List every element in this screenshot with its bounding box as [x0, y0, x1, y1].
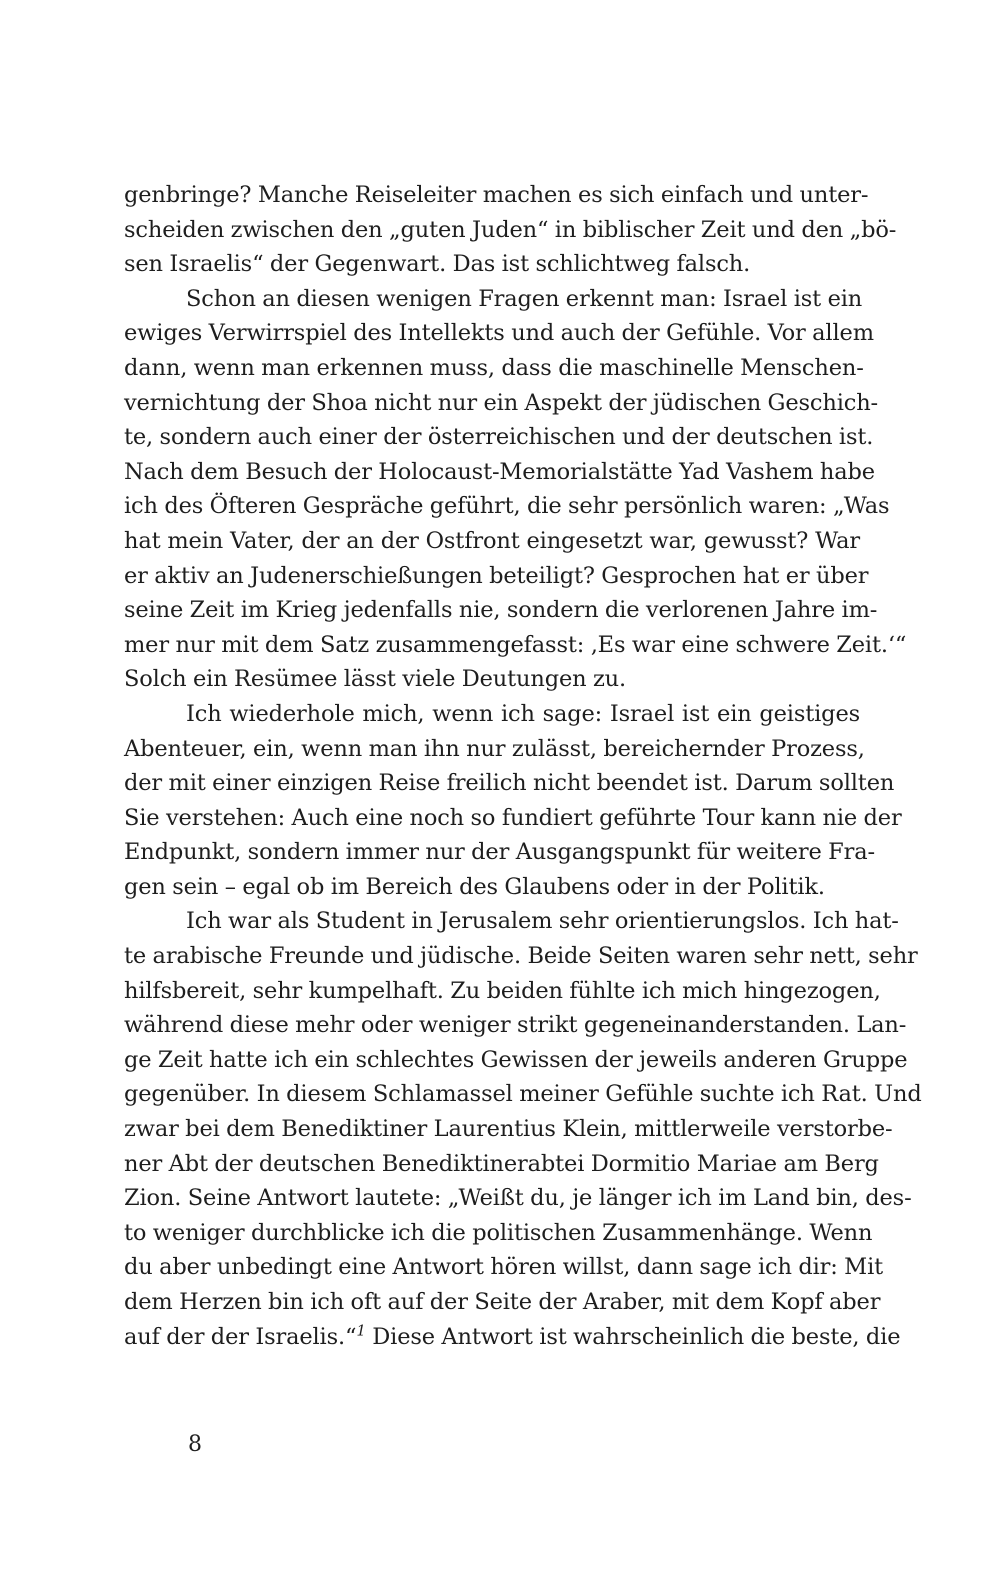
text-line: dem Herzen bin ich oft auf der Seite der Araber, mit dem Kopf aber: [124, 1289, 881, 1315]
text-line: Ich wiederhole mich, wenn ich sage: Israel ist ein geistiges: [186, 700, 860, 727]
text-fragment: auf der der Israelis.“: [124, 1323, 357, 1350]
text-line: ge Zeit hatte ich ein schlechtes Gewissen der jeweils anderen Gruppe: [124, 1046, 908, 1073]
text-line: gegenüber. In diesem Schlamassel meiner Gefühle suchte ich Rat. Und: [124, 1081, 922, 1108]
text-line: dann, wenn man erkennen muss, dass die maschinelle Menschen-: [124, 354, 864, 381]
text-line: Sie verstehen: Auch eine noch so fundiert geführte Tour kann nie der: [124, 804, 902, 831]
body-text: [124, 178, 922, 1354]
footnote-marker[interactable]: 1: [356, 1321, 366, 1340]
text-line: zwar bei dem Benediktiner Laurentius Klein, mittlerweile verstorbe-: [124, 1116, 893, 1143]
text-line: hat mein Vater, der an der Ostfront eingesetzt war, gewusst? War: [124, 527, 860, 554]
text-line: der mit einer einzigen Reise freilich nicht beendet ist. Darum sollten: [124, 770, 895, 797]
page-number: 8: [188, 1432, 202, 1457]
text-line: gen sein – egal ob im Bereich des Glaubens oder in der Politik.: [124, 873, 825, 900]
text-line: während diese mehr oder weniger strikt gegeneinanderstanden. Lan-: [124, 1012, 907, 1039]
text-line-with-footnote: [124, 1320, 901, 1355]
text-line: te arabische Freunde und jüdische. Beide Seiten waren sehr nett, sehr: [124, 943, 918, 970]
text-line: hilfsbereit, sehr kumpelhaft. Zu beiden fühlte ich mich hingezogen,: [124, 977, 881, 1004]
text-line: vernichtung der Shoa nicht nur ein Aspekt der jüdischen Geschich-: [124, 389, 879, 416]
text-line: Solch ein Resümee lässt viele Deutungen zu.: [124, 666, 627, 693]
text-line: Endpunkt, sondern immer nur der Ausgangspunkt für weitere Fra-: [124, 839, 875, 866]
text-line: Ich war als Student in Jerusalem sehr orientierungslos. Ich hat-: [186, 908, 899, 935]
text-line: Zion. Seine Antwort lautete: „Weißt du, je länger ich im Land bin, des-: [124, 1185, 912, 1212]
text-line: Nach dem Besuch der Holocaust-Memorialstätte Yad Vashem habe: [124, 458, 875, 485]
text-line: scheiden zwischen den „guten Juden“ in biblischer Zeit und den „bö-: [124, 216, 897, 243]
text-line: to weniger durchblicke ich die politischen Zusammenhänge. Wenn: [124, 1219, 873, 1246]
text-line: Schon an diesen wenigen Fragen erkennt man: Israel ist ein: [186, 285, 863, 312]
text-line: seine Zeit im Krieg jedenfalls nie, sondern die verlorenen Jahre im-: [124, 597, 878, 624]
text-line: Abenteuer, ein, wenn man ihn nur zulässt, bereichernder Prozess,: [124, 735, 865, 762]
text-line: te, sondern auch einer der österreichischen und der deutschen ist.: [124, 424, 874, 451]
text-line: mer nur mit dem Satz zusammengefasst: ‚Es war eine schwere Zeit.‘“: [124, 631, 907, 658]
text-line: ich des Öfteren Gespräche geführt, die sehr persönlich waren: „Was: [124, 493, 890, 520]
text-fragment: Diese Antwort ist wahrscheinlich die beste, die: [365, 1323, 901, 1350]
text-line: er aktiv an Judenerschießungen beteiligt? Gesprochen hat er über: [124, 562, 869, 589]
text-line: sen Israelis“ der Gegenwart. Das ist schlichtweg falsch.: [124, 251, 751, 278]
text-line: ewiges Verwirrspiel des Intellekts und auch der Gefühle. Vor allem: [124, 320, 874, 347]
text-line: genbringe? Manche Reiseleiter machen es sich einfach und unter-: [124, 182, 869, 208]
text-line: du aber unbedingt eine Antwort hören willst, dann sage ich dir: Mit: [124, 1254, 884, 1281]
text-line: ner Abt der deutschen Benediktinerabtei Dormitio Mariae am Berg: [124, 1150, 879, 1177]
